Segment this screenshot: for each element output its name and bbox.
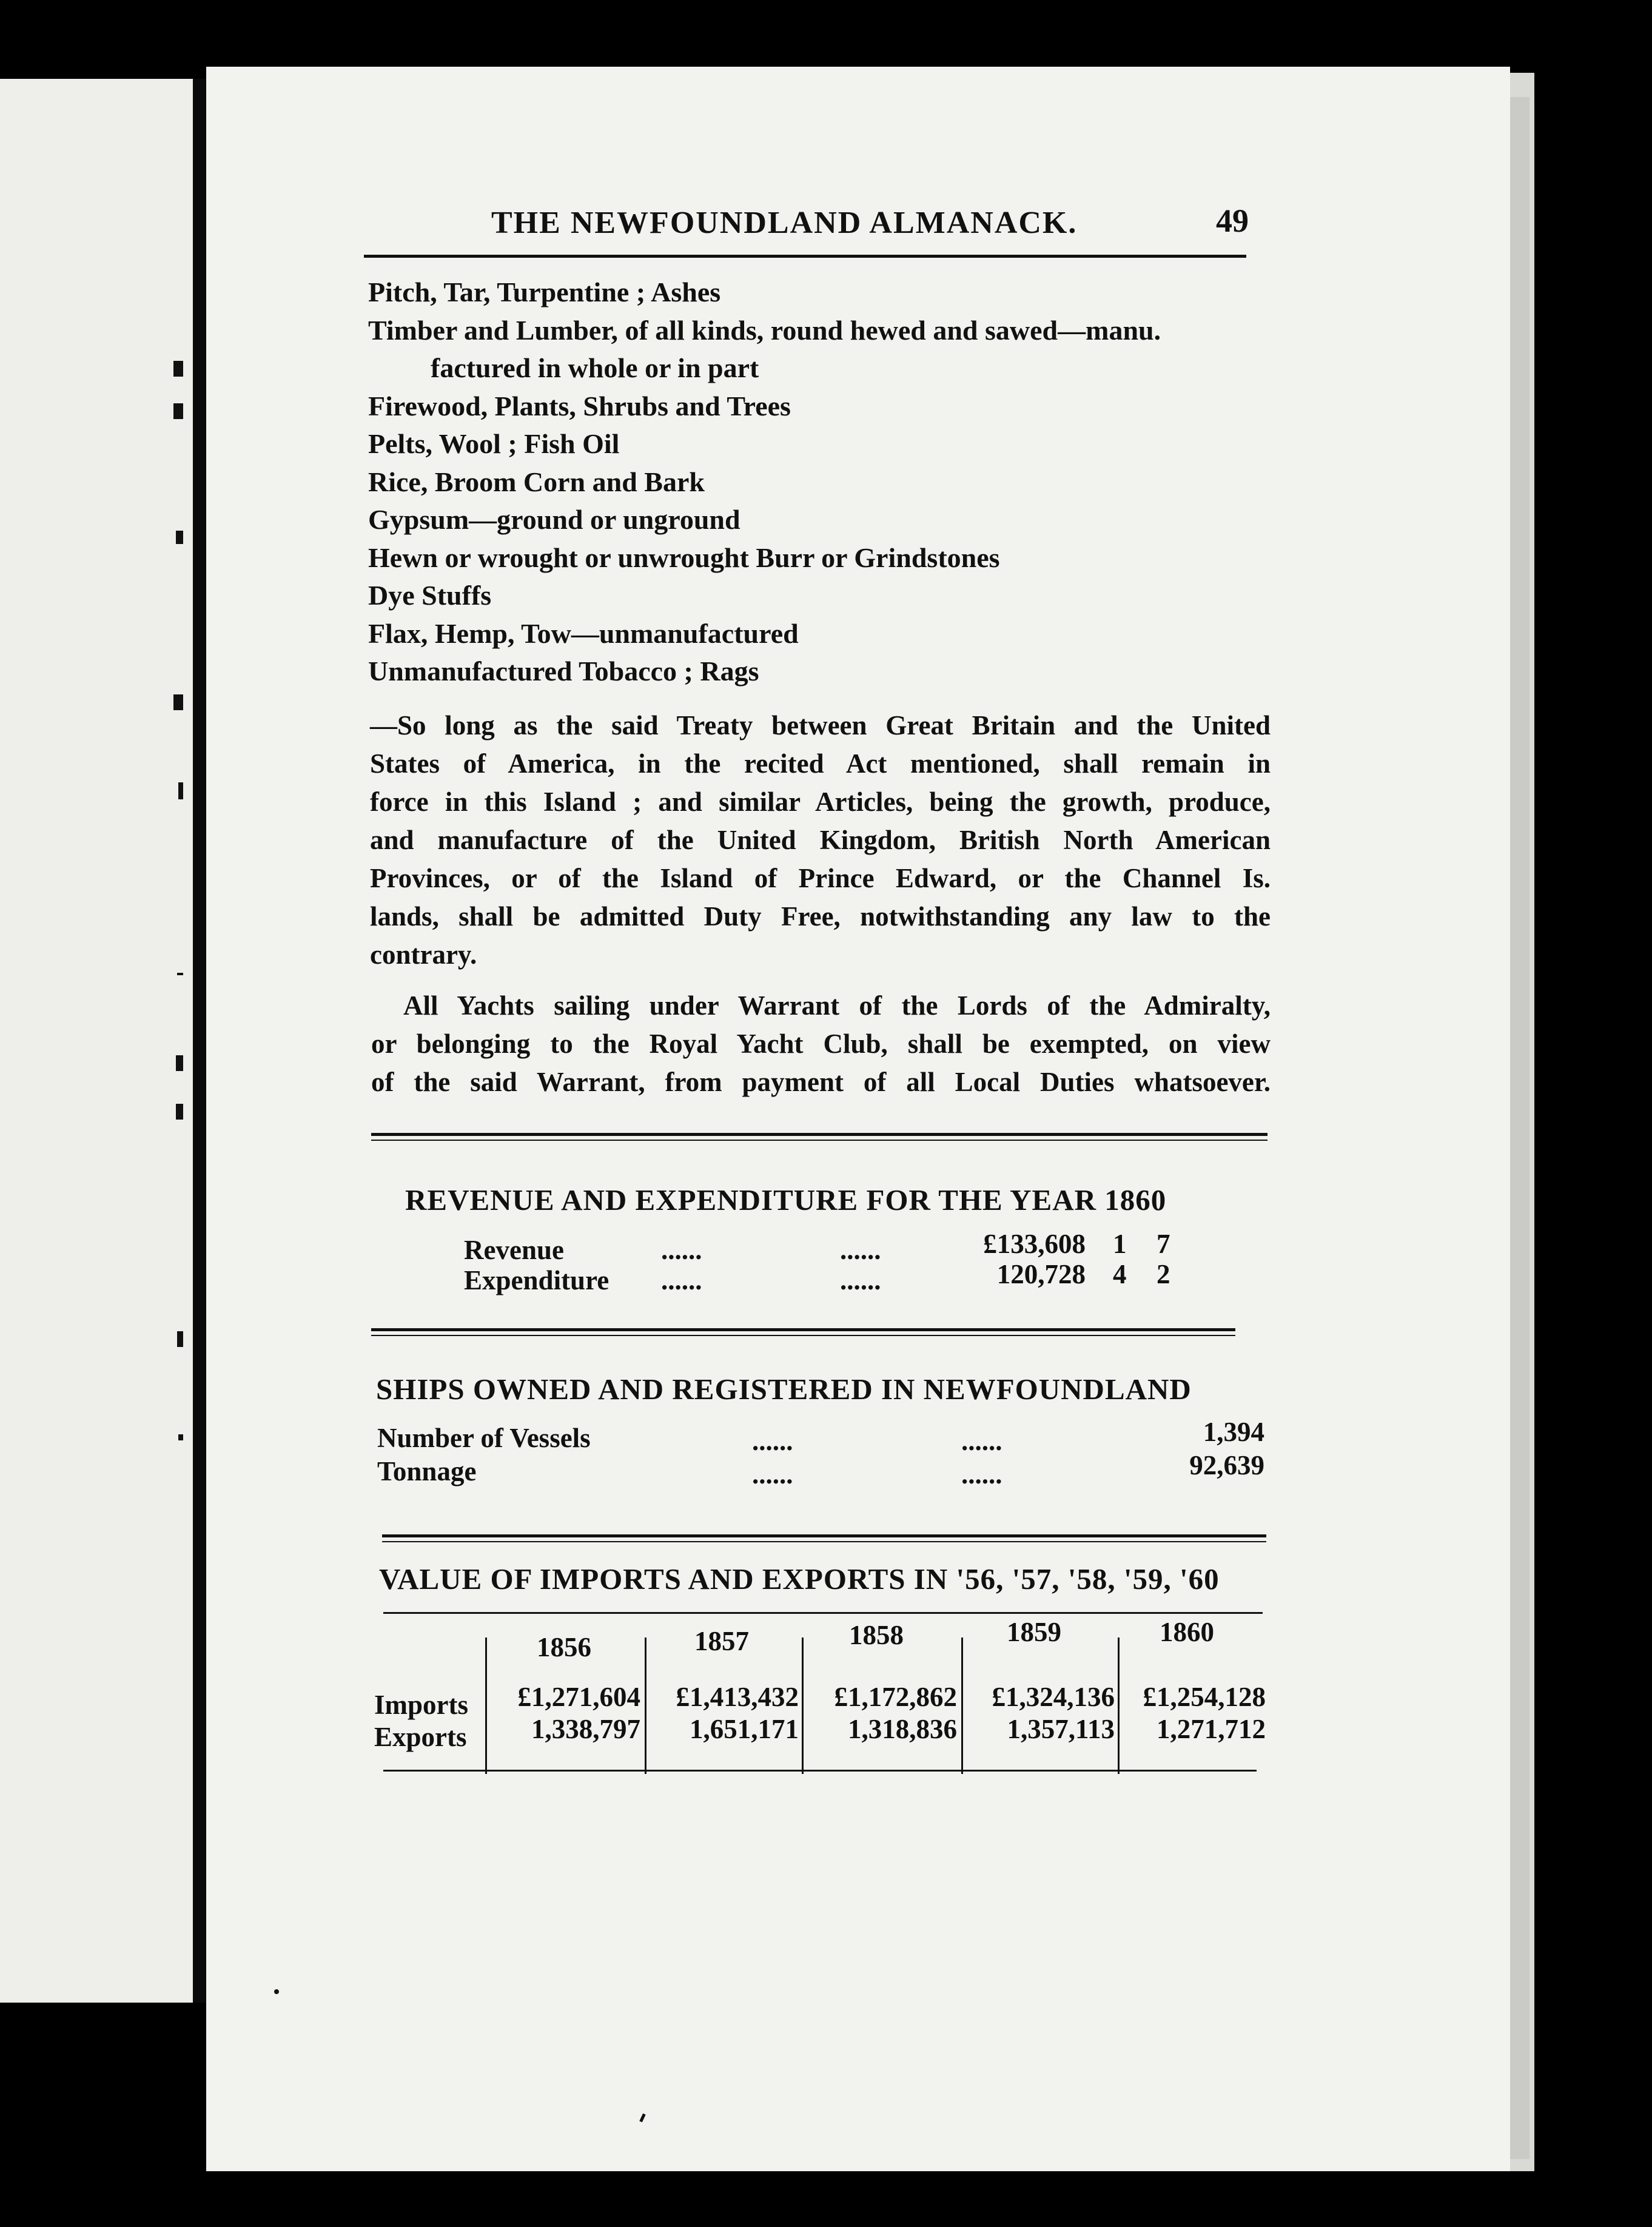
exports-1860: 1,271,712 bbox=[1157, 1714, 1266, 1744]
treaty-paragraph-line: —So long as the said Treaty between Great Britain and the United bbox=[370, 710, 1271, 741]
facing-page-fragment bbox=[178, 782, 183, 799]
treaty-paragraph-line: Provinces, or of the Island of Prince Edward, or the Channel Is. bbox=[370, 863, 1271, 893]
yachts-paragraph-line: All Yachts sailing under Warrant of the Lords of the Admiralty, bbox=[403, 990, 1271, 1021]
facing-page-fragment bbox=[176, 1055, 183, 1071]
list-item: Gypsum—ground or unground bbox=[368, 504, 740, 535]
year-header: 1858 bbox=[849, 1620, 904, 1650]
list-item: Flax, Hemp, Tow—unmanufactured bbox=[368, 618, 799, 649]
facing-page-fragment bbox=[177, 973, 183, 975]
expenditure-shillings: 4 bbox=[1113, 1259, 1127, 1289]
treaty-paragraph-line: contrary. bbox=[370, 939, 477, 970]
exports-1857: 1,651,171 bbox=[690, 1714, 799, 1744]
revenue-pence: 7 bbox=[1157, 1229, 1170, 1259]
section-rule bbox=[371, 1133, 1268, 1136]
facing-page-fragment bbox=[173, 361, 183, 377]
book-gutter bbox=[193, 79, 206, 2003]
page-number: 49 bbox=[1216, 203, 1249, 239]
facing-page-fragment bbox=[176, 531, 183, 544]
leader-dots: ...... bbox=[961, 1459, 1002, 1490]
facing-page-fragment bbox=[173, 403, 183, 419]
facing-page-fragment bbox=[178, 1434, 183, 1440]
imports-1859: £1,324,136 bbox=[992, 1682, 1115, 1712]
list-item: factured in whole or in part bbox=[431, 352, 759, 383]
expenditure-amount: 120,728 bbox=[996, 1259, 1086, 1289]
facing-page-fragment bbox=[176, 1104, 183, 1120]
treaty-paragraph-line: States of America, in the recited Act mentioned, shall remain in bbox=[370, 748, 1271, 779]
list-item: Pitch, Tar, Turpentine ; Ashes bbox=[368, 277, 721, 307]
table-bottom-rule bbox=[383, 1770, 1257, 1772]
running-head: THE NEWFOUNDLAND ALMANACK. bbox=[491, 206, 1078, 240]
leader-dots: ...... bbox=[752, 1426, 793, 1456]
list-item: Timber and Lumber, of all kinds, round hewed and sawed—manu. bbox=[368, 315, 1161, 346]
section-rule bbox=[382, 1541, 1266, 1542]
imports-label: Imports bbox=[374, 1690, 468, 1720]
exports-1858: 1,318,836 bbox=[848, 1714, 957, 1744]
list-item: Firewood, Plants, Shrubs and Trees bbox=[368, 391, 791, 422]
imports-1860: £1,254,128 bbox=[1143, 1682, 1266, 1712]
vessels-value: 1,394 bbox=[1203, 1417, 1264, 1447]
yachts-paragraph-line: of the said Warrant, from payment of all Local Duties whatsoever. bbox=[371, 1067, 1271, 1097]
vessels-label: Number of Vessels bbox=[377, 1423, 591, 1453]
leader-dots: ...... bbox=[661, 1265, 702, 1295]
treaty-paragraph-line: force in this Island ; and similar Articles, being the growth, produce, bbox=[370, 787, 1271, 817]
year-header: 1860 bbox=[1160, 1617, 1214, 1647]
list-item: Dye Stuffs bbox=[368, 580, 492, 611]
imports-1857: £1,413,432 bbox=[676, 1682, 799, 1712]
imports-1856: £1,271,604 bbox=[517, 1682, 640, 1712]
section-rule bbox=[382, 1534, 1266, 1537]
leader-dots: ...... bbox=[961, 1426, 1002, 1456]
exports-1856: 1,338,797 bbox=[531, 1714, 640, 1744]
treaty-paragraph-line: and manufacture of the United Kingdom, British North American bbox=[370, 825, 1271, 855]
section-rule bbox=[371, 1328, 1235, 1331]
header-rule bbox=[364, 255, 1246, 258]
facing-page-fragment bbox=[177, 1331, 183, 1347]
expenditure-label: Expenditure bbox=[464, 1265, 609, 1295]
leader-dots: ...... bbox=[840, 1265, 881, 1295]
year-header: 1856 bbox=[537, 1632, 591, 1662]
almanack-page bbox=[206, 67, 1510, 2171]
year-header: 1859 bbox=[1007, 1617, 1061, 1647]
ships-title: SHIPS OWNED AND REGISTERED IN NEWFOUNDLAND bbox=[376, 1372, 1192, 1406]
trade-title: VALUE OF IMPORTS AND EXPORTS IN '56, '57, '58, '59, '60 bbox=[379, 1562, 1220, 1596]
revenue-amount: £133,608 bbox=[983, 1229, 1086, 1259]
list-item: Pelts, Wool ; Fish Oil bbox=[368, 428, 620, 459]
exports-1859: 1,357,113 bbox=[1007, 1714, 1115, 1744]
list-item: Rice, Broom Corn and Bark bbox=[368, 466, 705, 497]
tonnage-label: Tonnage bbox=[377, 1456, 477, 1486]
imports-1858: £1,172,862 bbox=[834, 1682, 957, 1712]
leader-dots: ...... bbox=[661, 1235, 702, 1265]
tonnage-value: 92,639 bbox=[1189, 1450, 1264, 1480]
year-header: 1857 bbox=[694, 1626, 749, 1656]
section-rule bbox=[371, 1335, 1235, 1336]
list-item: Unmanufactured Tobacco ; Rags bbox=[368, 656, 759, 687]
treaty-paragraph-line: lands, shall be admitted Duty Free, notwithstanding any law to the bbox=[370, 901, 1271, 932]
yachts-paragraph-line: or belonging to the Royal Yacht Club, shall be exempted, on view bbox=[371, 1029, 1271, 1059]
expenditure-pence: 2 bbox=[1157, 1259, 1170, 1289]
facing-page-fragment bbox=[173, 694, 183, 710]
revenue-shillings: 1 bbox=[1113, 1229, 1127, 1259]
section-rule bbox=[371, 1140, 1268, 1141]
revenue-title: REVENUE AND EXPENDITURE FOR THE YEAR 1860 bbox=[405, 1183, 1167, 1217]
ink-speck bbox=[274, 1989, 279, 1994]
revenue-label: Revenue bbox=[464, 1235, 564, 1265]
exports-label: Exports bbox=[374, 1722, 467, 1752]
leader-dots: ...... bbox=[840, 1235, 881, 1265]
leader-dots: ...... bbox=[752, 1459, 793, 1490]
table-top-rule bbox=[383, 1612, 1263, 1614]
facing-page bbox=[0, 79, 193, 2003]
list-item: Hewn or wrought or unwrought Burr or Grindstones bbox=[368, 542, 1000, 573]
